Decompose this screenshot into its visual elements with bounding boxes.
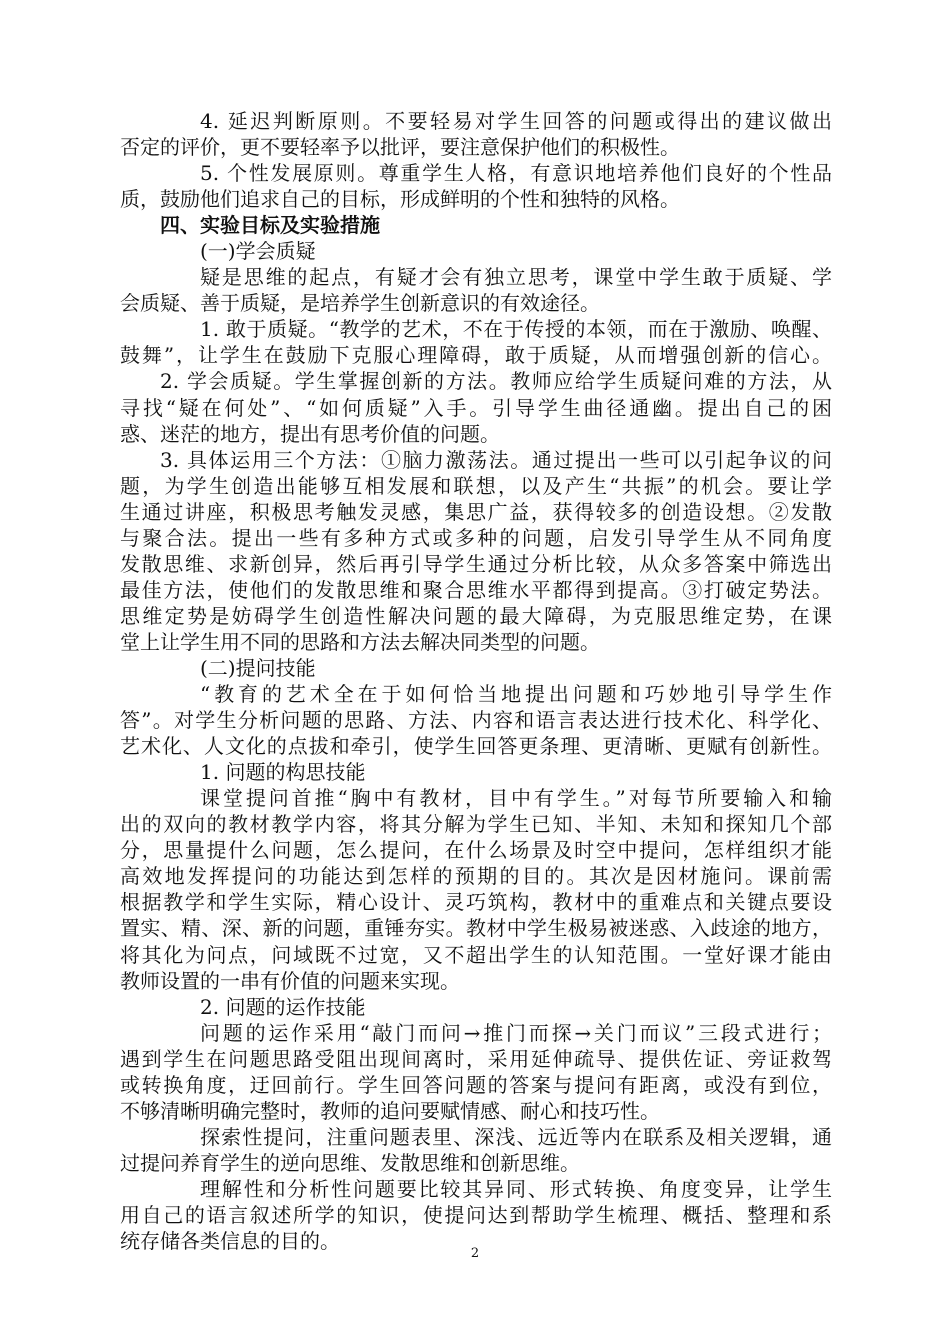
text-line: 过提问养育学生的逆向思维、发散思维和创新思维。 — [120, 1150, 580, 1175]
document-body — [120, 108, 832, 1254]
text-line: 2. 学会质疑。学生掌握创新的方法。教师应给学生质疑问难的方法，从 — [160, 369, 832, 394]
text-line: 会质疑、善于质疑，是培养学生创新意识的有效途径。 — [120, 291, 600, 316]
text-line: 惑、迷茫的地方，提出有思考价值的问题。 — [120, 421, 500, 446]
text-line: 4. 延迟判断原则。不要轻易对学生回答的问题或得出的建议做出 — [200, 109, 832, 133]
text-line: 遇到学生在问题思路受阻出现间离时，采用延伸疏导、提供佐证、旁证救驾 — [120, 1046, 832, 1071]
section-heading: 四、实验目标及实验措施 — [160, 213, 380, 238]
text-line: 3. 具体运用三个方法：①脑力激荡法。通过提出一些可以引起争议的问 — [160, 447, 832, 472]
text-line: 答”。对学生分析问题的思路、方法、内容和语言表达进行技术化、科学化、 — [120, 708, 832, 733]
text-line: 问题的运作采用“敲门而问→推门而探→关门而议”三段式进行； — [200, 1020, 832, 1045]
text-line: 题，为学生创造出能够互相发展和联想，以及产生“共振”的机会。要让学 — [120, 473, 832, 498]
text-line: 最佳方法，使他们的发散思维和聚合思维水平都得到提高。③打破定势法。 — [120, 577, 832, 602]
text-line: 将其化为问点，问域既不过宽，又不超出学生的认知范围。一堂好课才能由 — [120, 942, 832, 967]
text-line: 疑是思维的起点，有疑才会有独立思考，课堂中学生敢于质疑、学 — [200, 265, 832, 290]
text-line: 不够清晰明确完整时，教师的追问要赋情感、耐心和技巧性。 — [120, 1098, 660, 1123]
page-number: 2 — [470, 1246, 480, 1261]
text-line: 探索性提问，注重问题表里、深浅、远近等内在联系及相关逻辑，通 — [200, 1124, 832, 1149]
text-line: 高效地发挥提问的功能达到怎样的预期的目的。其次是因材施问。课前需 — [120, 864, 832, 889]
text-line: 1. 问题的构思技能 — [200, 760, 366, 785]
text-line: 2. 问题的运作技能 — [200, 994, 366, 1019]
text-line: 发散思维、求新创异，然后再引导学生通过分析比较，从众多答案中筛选出 — [120, 551, 832, 576]
text-line: 教师设置的一串有价值的问题来实现。 — [120, 968, 460, 993]
text-line: 分，思量提什么问题，怎么提问，在什么场景及时空中提问，怎样组织才能 — [120, 838, 832, 863]
text-line: 寻找“疑在何处”、“如何质疑”入手。引导学生曲径通幽。提出自己的困 — [120, 395, 832, 420]
text-line: 用自己的语言叙述所学的知识，使提问达到帮助学生梳理、概括、整理和系 — [120, 1202, 832, 1227]
text-line: 置实、精、深、新的问题，重锤夯实。教材中学生极易被迷惑、入歧途的地方， — [120, 916, 832, 941]
text-line: 出的双向的教材教学内容，将其分解为学生已知、半知、未知和探知几个部 — [120, 812, 832, 837]
text-line: 5. 个性发展原则。尊重学生人格，有意识地培养他们良好的个性品 — [200, 161, 832, 186]
text-line: 1. 敢于质疑。“教学的艺术，不在于传授的本领，而在于激励、唤醒、 — [200, 317, 832, 342]
text-line: 否定的评价，更不要轻率予以批评，要注意保护他们的积极性。 — [120, 135, 680, 160]
text-line: 生通过讲座，积极思考触发灵感，集思广益，获得较多的创造设想。②发散 — [120, 499, 832, 524]
text-line: 思维定势是妨碍学生创造性解决问题的最大障碍，为克服思维定势，在课 — [120, 603, 832, 628]
text-line: (二)提问技能 — [200, 655, 316, 680]
text-line: 鼓舞”，让学生在鼓励下克服心理障碍，敢于质疑，从而增强创新的信心。 — [120, 343, 832, 368]
text-line: 课堂提问首推“胸中有教材，目中有学生。”对每节所要输入和输 — [200, 786, 832, 811]
text-line: 或转换角度，迂回前行。学生回答问题的答案与提问有距离，或没有到位， — [120, 1072, 832, 1097]
text-line: 统存储各类信息的目的。 — [120, 1229, 340, 1254]
text-line: 艺术化、人文化的点拔和牵引，使学生回答更条理、更清晰、更赋有创新性。 — [120, 734, 832, 759]
text-line: 根据教学和学生实际，精心设计、灵巧筑构，教材中的重难点和关键点要设 — [120, 890, 832, 915]
text-line: 堂上让学生用不同的思路和方法去解决同类型的问题。 — [120, 629, 600, 654]
text-line: (一)学会质疑 — [200, 239, 316, 264]
text-line: 质，鼓励他们追求自己的目标，形成鲜明的个性和独特的风格。 — [120, 187, 680, 212]
text-line: “教育的艺术全在于如何恰当地提出问题和巧妙地引导学生作 — [200, 682, 832, 707]
text-line: 理解性和分析性问题要比较其异同、形式转换、角度变异，让学生 — [200, 1176, 832, 1201]
text-line: 与聚合法。提出一些有多种方式或多种的问题，启发引导学生从不同角度 — [120, 525, 832, 550]
